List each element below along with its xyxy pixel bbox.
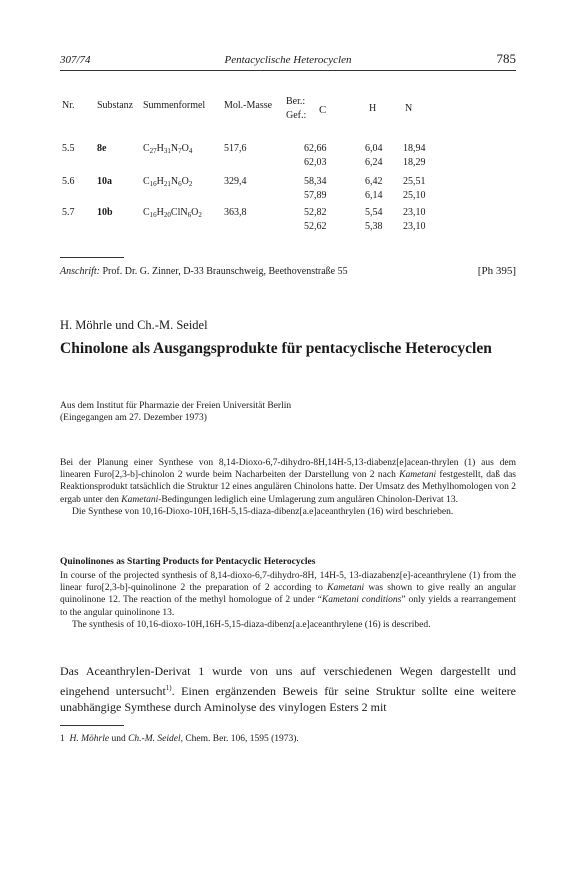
- col-header-nr: Nr.: [62, 100, 75, 111]
- cell-h-ber: 5,54: [365, 207, 383, 218]
- separator-rule: [60, 257, 124, 258]
- header-rule: [60, 70, 516, 71]
- cell-h-gef: 6,24: [365, 157, 383, 168]
- abstract-german-p2: Die Synthese von 10,16-Dioxo-10H,16H-5,15-diaza-dibenz[a.e]aceanthrylen (16) wird beschrieben.: [72, 506, 454, 517]
- running-header: [60, 52, 516, 68]
- cell-h-gef: 6,14: [365, 190, 383, 201]
- col-header-formel: Summenformel: [143, 100, 206, 111]
- cell-formel: $C_{16}H_{20}ClN_6O_2$: [143, 207, 202, 219]
- abstract-english-heading: Quinolinones as Starting Products for Pentacyclic Heterocycles: [60, 557, 316, 567]
- cell-c-ber: 52,82: [304, 207, 327, 218]
- cell-molmasse: 517,6: [224, 143, 247, 154]
- institute-name: Aus dem Institut für Pharmazie der Freien Universität Berlin: [60, 401, 292, 411]
- header-issue: 307/74: [60, 54, 91, 66]
- body-paragraph: Das Aceanthrylen-Derivat 1 wurde von uns auf verschiedenen Wegen dargestellt und eingehend untersucht$^{1)}$. Einen ergänzenden Beweis für seine Struktur sollte eine weitere unabhängige Symthese durch Aminolyse des vinylogen Esters 2 mit: [60, 664, 516, 714]
- cell-n-ber: 23,10: [403, 207, 426, 218]
- abstract-english: [60, 570, 516, 631]
- address-text: Prof. Dr. G. Zinner, D-33 Braunschweig, Beethovenstraße 55: [102, 266, 348, 277]
- header-title: Pentacyclische Heterocyclen: [224, 54, 352, 66]
- cell-formel: $C_{27}H_{31}N_7O_4$: [143, 143, 193, 155]
- cell-c-ber: 58,34: [304, 176, 327, 187]
- col-header-h: H: [369, 103, 377, 114]
- cell-substanz: 10a: [97, 176, 112, 187]
- col-header-substanz: Substanz: [97, 100, 134, 111]
- cell-nr: 5.6: [62, 176, 75, 187]
- cell-n-ber: 25,51: [403, 176, 426, 187]
- abstract-german: [60, 457, 516, 518]
- abstract-english-p1: In course of the projected synthesis of 8,14-dioxo-6,7-dihydro-8H, 14H-5, 13-diazabenz[e]-aceanthrylene (1) from the linear furo[2,3-b]-quinolinone 2 the preparation of 2 according to Kametani was shown to give really an angular quinolinone 12. The reaction of the methyl homologue of 2 under “Kametani conditions” only yields a rearrangement to the angular quinolinone 13.: [60, 571, 517, 618]
- cell-substanz: 8e: [97, 143, 107, 154]
- cell-nr: 5.7: [62, 207, 75, 218]
- footnote: 1 H. Möhrle und Ch.-M. Seidel, Chem. Ber. 106, 1595 (1973).: [60, 734, 299, 744]
- reference-code: [Ph 395]: [477, 265, 516, 277]
- article-title: Chinolone als Ausgangsprodukte für pentacyclische Heterocyclen: [60, 340, 492, 357]
- abstract-german-p1: Bei der Planung einer Synthese von 8,14-Dioxo-6,7-dihydro-8H,14H-5,13-diabenz[e]acean-thrylen (1) aus dem linearen Furo[2,3-b]-chinolon 2 wurde beim Nacharbeiten der Darstellung von 2 nach Kametani festgestellt, daß das Reaktionsprodukt tatsächlich die Struktur 12 eines angulären Chinolons hatte. Der Umsatz des Methylhomologen von 2 ergab unter den Kametani-Bedingungen lediglich eine Umlagerung zum angulären Chinolon-Derivat 13.: [60, 458, 516, 505]
- cell-molmasse: 363,8: [224, 207, 247, 218]
- cell-n-gef: 23,10: [403, 221, 426, 232]
- abstract-english-p2: The synthesis of 10,16-dioxo-10H,16H-5,15-diaza-dibenz[a.e]aceanthrylene (16) is described.: [72, 619, 431, 630]
- article-authors: H. Möhrle und Ch.-M. Seidel: [60, 318, 208, 332]
- cell-nr: 5.5: [62, 143, 75, 154]
- cell-n-gef: 25,10: [403, 190, 426, 201]
- col-header-ber: Ber.:: [286, 96, 306, 107]
- col-header-molmasse: Mol.-Masse: [224, 100, 273, 111]
- cell-h-gef: 5,38: [365, 221, 383, 232]
- footnote-marker: 1): [165, 683, 172, 692]
- cell-h-ber: 6,42: [365, 176, 383, 187]
- page-number: 785: [496, 51, 516, 66]
- col-header-gef: Gef.:: [286, 110, 307, 121]
- footnote-rule: [60, 725, 124, 726]
- cell-molmasse: 329,4: [224, 176, 247, 187]
- address-label: Anschrift:: [60, 266, 100, 277]
- institute-block: [60, 400, 291, 424]
- cell-n-gef: 18,29: [403, 157, 426, 168]
- col-header-c: C: [319, 104, 327, 116]
- received-date: (Eingegangen am 27. Dezember 1973): [60, 413, 207, 423]
- cell-n-ber: 18,94: [403, 143, 426, 154]
- cell-substanz: 10b: [97, 207, 113, 218]
- cell-c-ber: 62,66: [304, 143, 327, 154]
- cell-c-gef: 57,89: [304, 190, 327, 201]
- col-header-n: N: [405, 103, 413, 114]
- cell-c-gef: 62,03: [304, 157, 327, 168]
- cell-c-gef: 52,62: [304, 221, 327, 232]
- cell-formel: $C_{16}H_{21}N_6O_2$: [143, 176, 193, 188]
- cell-h-ber: 6,04: [365, 143, 383, 154]
